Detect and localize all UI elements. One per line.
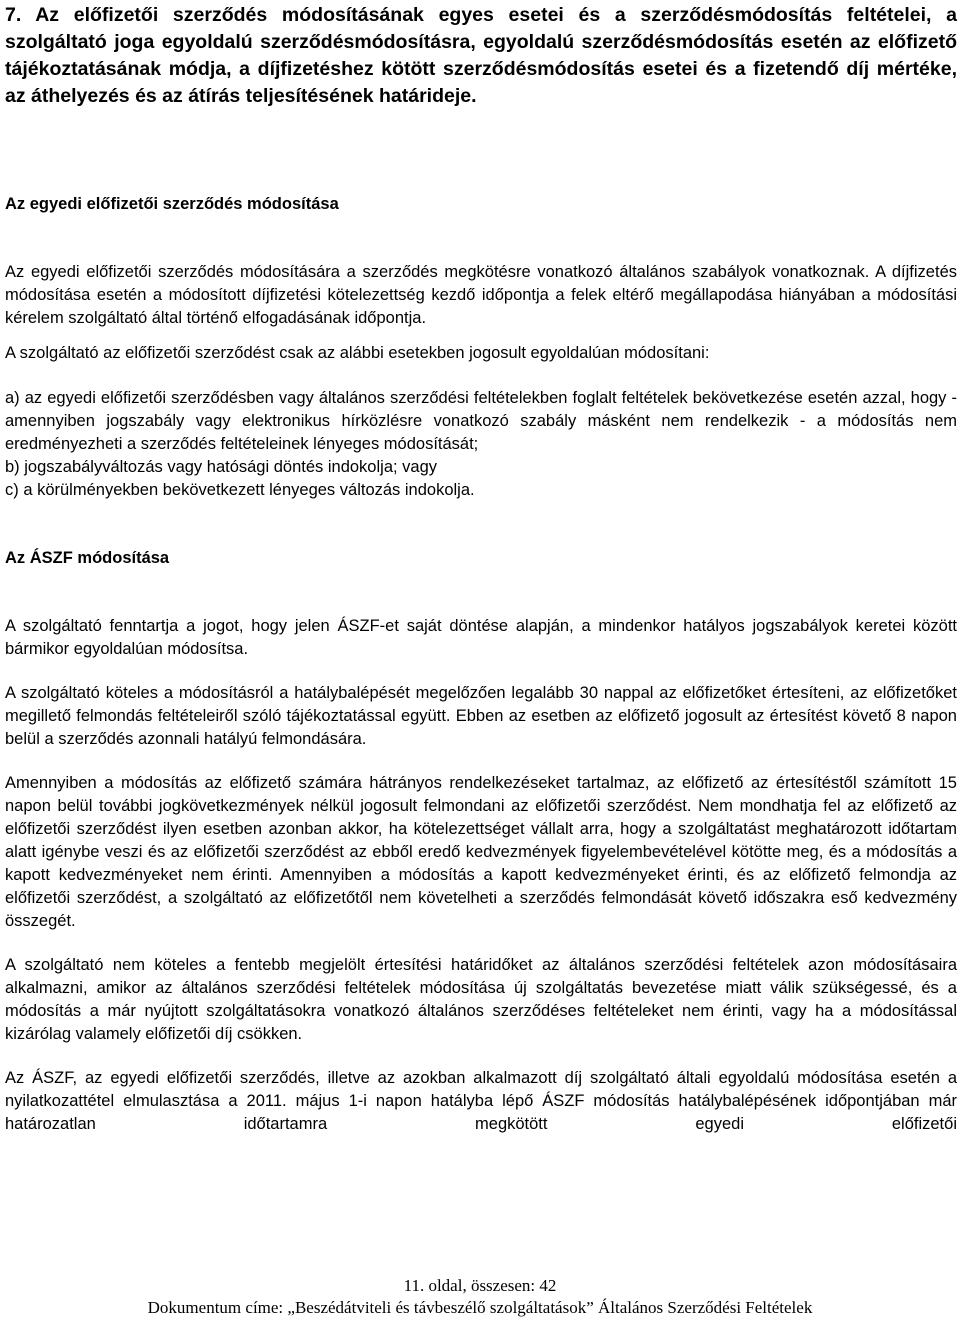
list-item-b: b) jogszabályváltozás vagy hatósági döntés indokolja; vagy: [5, 458, 438, 476]
footer-document-title: Dokumentum címe: „Beszédátviteli és távbeszélő szolgáltatások” Általános Szerződési Feltételek: [147, 1298, 813, 1317]
list-item-c: c) a körülményekben bekövetkezett lényeges változás indokolja.: [5, 481, 475, 499]
subsection-title-aszf-modification: Az ÁSZF módosítása: [5, 549, 170, 567]
paragraph-contract-modification-rules: Az egyedi előfizetői szerződés módosítására a szerződés megkötésre vonatkozó általános szabályok vonatkoznak. A díjfizetés módosítása esetén a módosított díjfizetési kötelezettség kezdő időpontja a felek eltérő megállapodása hiányában a módosítási kérelem szolgáltató által történő elfogadásának időpontja.: [5, 263, 957, 327]
paragraph-aszf-right: A szolgáltató fenntartja a jogot, hogy jelen ÁSZF-et saját döntése alapján, a mindenkor hatályos jogszabályok keretei között bármikor egyoldalúan módosítsa.: [5, 617, 957, 658]
list-item-a: a) az egyedi előfizetői szerződésben vagy általános szerződési feltételekben foglalt feltételek bekövetkezése esetén azzal, hogy - amennyiben jogszabály vagy elektronikus hírközlésre vonatkozó szabály másként nem rendelkezik - a módosítás nem eredményezheti a szerződés feltételeinek lényeges módosítását;: [5, 389, 957, 453]
paragraph-disadvantageous-modification: Amennyiben a módosítás az előfizető számára hátrányos rendelkezéseket tartalmaz, az előfizető az értesítéstől számított 15 napon belül további jogkövetkezmények nélkül jogosult felmondani az előfizetői szerződést. Nem mondhatja fel az előfizető az előfizetői szerződést ilyen esetben azonban akkor, ha kötelezettséget vállalt arra, hogy a szolgáltatást meghatározott időtartam alatt igénybe veszi és az előfizetői szerződést az ebből eredő kedvezmények figyelembevételével kötötte meg, és a módosítás a kapott kedvezményeket nem érinti. Amennyiben a módosítás a kapott kedvezményeket érinti, és az előfizető felmondja az előfizetői szerződést, a szolgáltató az előfizetőtől nem követelheti a szerződés felmondását követő időszakra eső kedvezmény összegét.: [5, 774, 957, 930]
document-page: [5, 0, 957, 1136]
section-heading: 7. Az előfizetői szerződés módosításának egyes esetei és a szerződésmódosítás feltételei, a szolgáltató joga egyoldalú szerződésmódosításra, egyoldalú szerződésmódosítás esetén az előfizető tájékoztatásának módja, a díjfizetéshez kötött szerződésmódosítás esetei és a fizetendő díj mértéke, az áthelyezés és az átírás teljesítésének határideje.: [5, 4, 957, 107]
paragraph-notification-duty: A szolgáltató köteles a módosításról a hatálybalépését megelőzően legalább 30 nappal az előfizetőket értesíteni, az előfizetőket megillető felmondás feltételeiről szóló tájékoztatással együtt. Ebben az esetben az előfizető jogosult az értesítést követő 8 napon belül a szerződés azonnali hatályú felmondására.: [5, 684, 957, 748]
footer-page-number: 11. oldal, összesen: 42: [403, 1276, 557, 1295]
paragraph-notification-exception: A szolgáltató nem köteles a fentebb megjelölt értesítési határidőket az általános szerződési feltételek azon módosításaira alkalmazni, amikor az általános szerződési feltételek módosítása új szolgáltatás bevezetése miatt válik szükségessé, és a módosítás a már nyújtott szolgáltatásokra vonatkozó általános szerződéses feltételeket nem érinti, vagy ha a módosítással kizárólag valamely előfizetői díj csökken.: [5, 956, 957, 1043]
paragraph-unilateral-modification-intro: A szolgáltató az előfizetői szerződést csak az alábbi esetekben jogosult egyoldalúan módosítani:: [5, 344, 710, 362]
subsection-title-contract-modification: Az egyedi előfizetői szerződés módosítása: [5, 195, 339, 213]
paragraph-aszf-unilateral-fee: Az ÁSZF, az egyedi előfizetői szerződés, illetve az azokban alkalmazott díj szolgáltató általi egyoldalú módosítása esetén a nyilatkozattétel elmulasztása a 2011. május 1-i napon hatályba lépő ÁSZF módosítás hatálybalépésének időpontjában már határozatlan időtartamra megkötött egyedi előfizetői: [5, 1069, 957, 1133]
